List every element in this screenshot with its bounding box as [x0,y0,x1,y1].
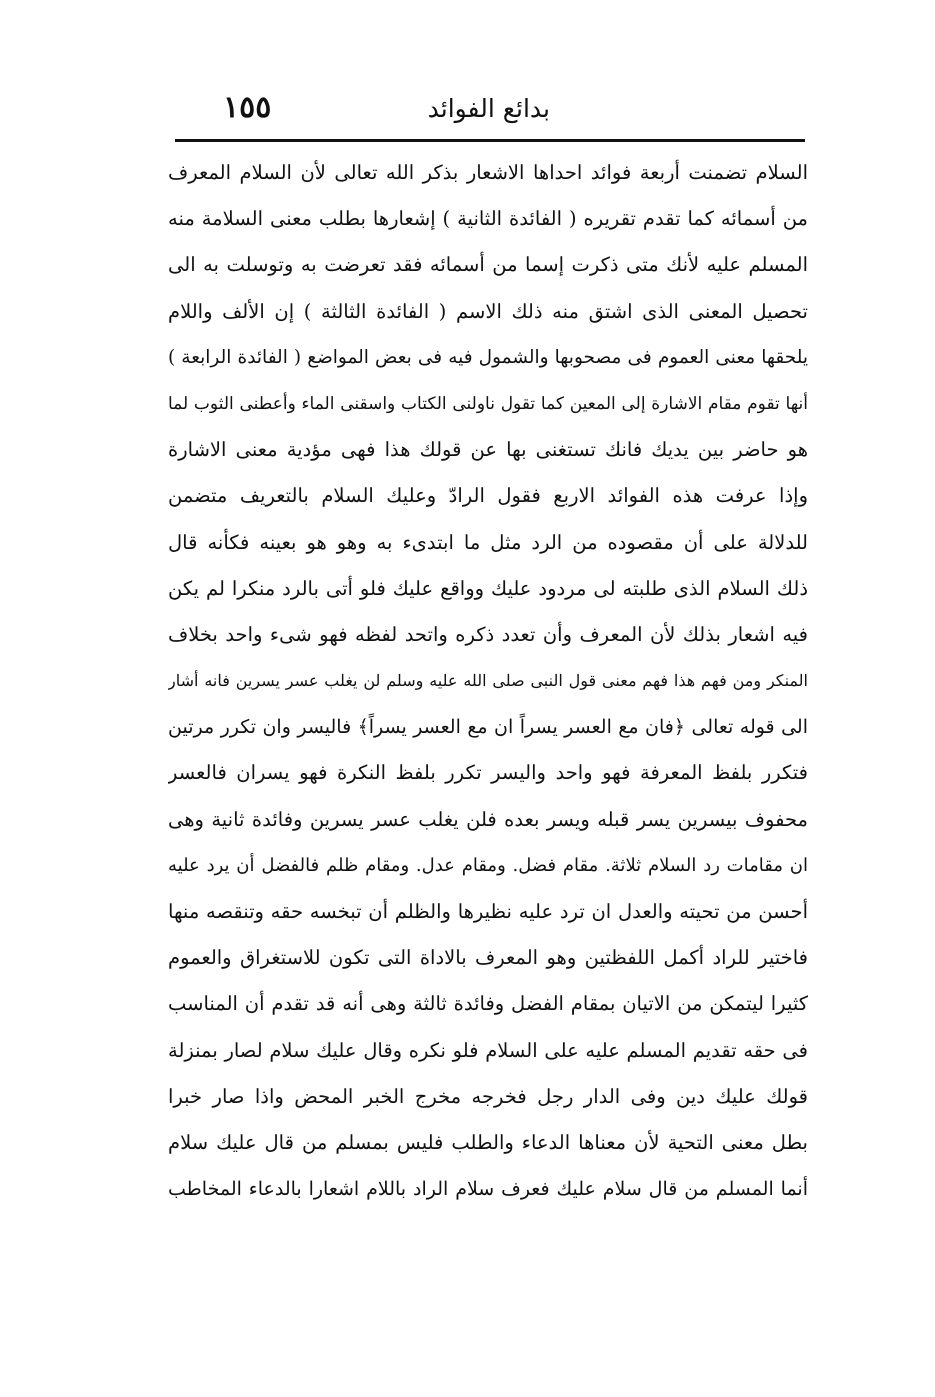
body-text [168,150,808,1212]
text-line: قولك عليك دين وفى الدار رجل فخرجه مخرج الخبر المحض واذا صار خبرا [168,1084,808,1108]
text-line: محفوف بيسرين يسر قبله ويسر بعده فلن يغلب عسر يسرين وفائدة ثانية وهى [168,807,808,831]
text-line: كثيرا ليتمكن من الاتيان بمقام الفضل وفائدة ثالثة وهى أنه قد تقدم أن المناسب [168,992,808,1016]
text-line: أنها تقوم مقام الاشارة إلى المعين كما تقول ناولنى الكتاب واسقنى الماء وأعطنى الثوب لما [168,393,808,414]
text-line: فيه اشعار بذلك لأن المعرف وأن تعدد ذكره واتحد لفظه فهو شىء واحد بخلاف [168,622,808,646]
text-line: هو حاضر بين يديك فانك تستغنى بها عن قولك هذا فهى مؤدية معنى الاشارة [168,438,808,462]
text-line: للدلالة على أن مقصوده من الرد مثل ما ابتدىء به وهو هو بعينه فكأنه قال [168,530,808,554]
text-line: المنكر ومن فهم هذا فهم معنى قول النبى صلى الله عليه وسلم لن يغلب عسر يسرين فانه أشار [168,671,808,691]
page-header [175,88,805,138]
text-line: أنما المسلم من قال سلام عليك فعرف سلام الراد باللام اشعارا بالدعاء المخاطب [168,1178,808,1201]
text-line: بطل معنى التحية لأن معناها الدعاء والطلب فليس بمسلم من قال عليك سلام [168,1130,808,1154]
header-rule [175,139,805,142]
page-number: ١٥٥ [223,90,272,125]
text-line: الى قوله تعالى ﴿فان مع العسر يسراً ان مع العسر يسراً﴾ فاليسر وان تكرر مرتين [168,716,808,739]
text-line: فاختير للراد أكمل اللفظتين وهو المعرف بالاداة التى تكون للاستغراق والعموم [168,946,808,970]
text-line: أحسن من تحيته والعدل ان ترد عليه نظيرها والظلم أن تبخسه حقه وتنقصه منها [168,900,808,923]
text-line: وإذا عرفت هذه الفوائد الاربع فقول الرادّ وعليك السلام بالتعريف متضمن [168,484,808,508]
text-line: ذلك السلام الذى طلبته لى مردود عليك وواقع عليك فلو أتى بالرد منكرا لم يكن [168,576,808,600]
text-line: فتكرر بلفظ المعرفة فهو واحد واليسر تكرر بلفظ النكرة فهو يسران فالعسر [168,761,808,785]
text-line: تحصيل المعنى الذى اشتق منه ذلك الاسم ( الفائدة الثالثة ) إن الألف واللام [168,299,808,323]
text-line: يلحقها معنى العموم فى مصحوبها والشمول فيه فى بعض المواضع ( الفائدة الرابعة ) [168,346,808,368]
text-line: من أسمائه كما تقدم تقريره ( الفائدة الثانية ) إشعارها بطلب معنى السلامة منه [168,207,808,231]
text-line: ان مقامات رد السلام ثلاثة. مقام فضل. ومقام عدل. ومقام ظلم فالفضل أن يرد عليه [168,854,808,876]
text-line: فى حقه تقديم المسلم عليه على السلام فلو نكره وقال عليك سلام لصار بمنزلة [168,1038,808,1062]
text-line: المسلم عليه لأنك متى ذكرت إسما من أسمائه فقد تعرضت به وتوسلت به الى [168,253,808,277]
text-line: السلام تضمنت أربعة فوائد احداها الاشعار بذكر الله تعالى لأن السلام المعرف [168,161,808,184]
running-title: بدائع الفوائد [427,94,550,123]
